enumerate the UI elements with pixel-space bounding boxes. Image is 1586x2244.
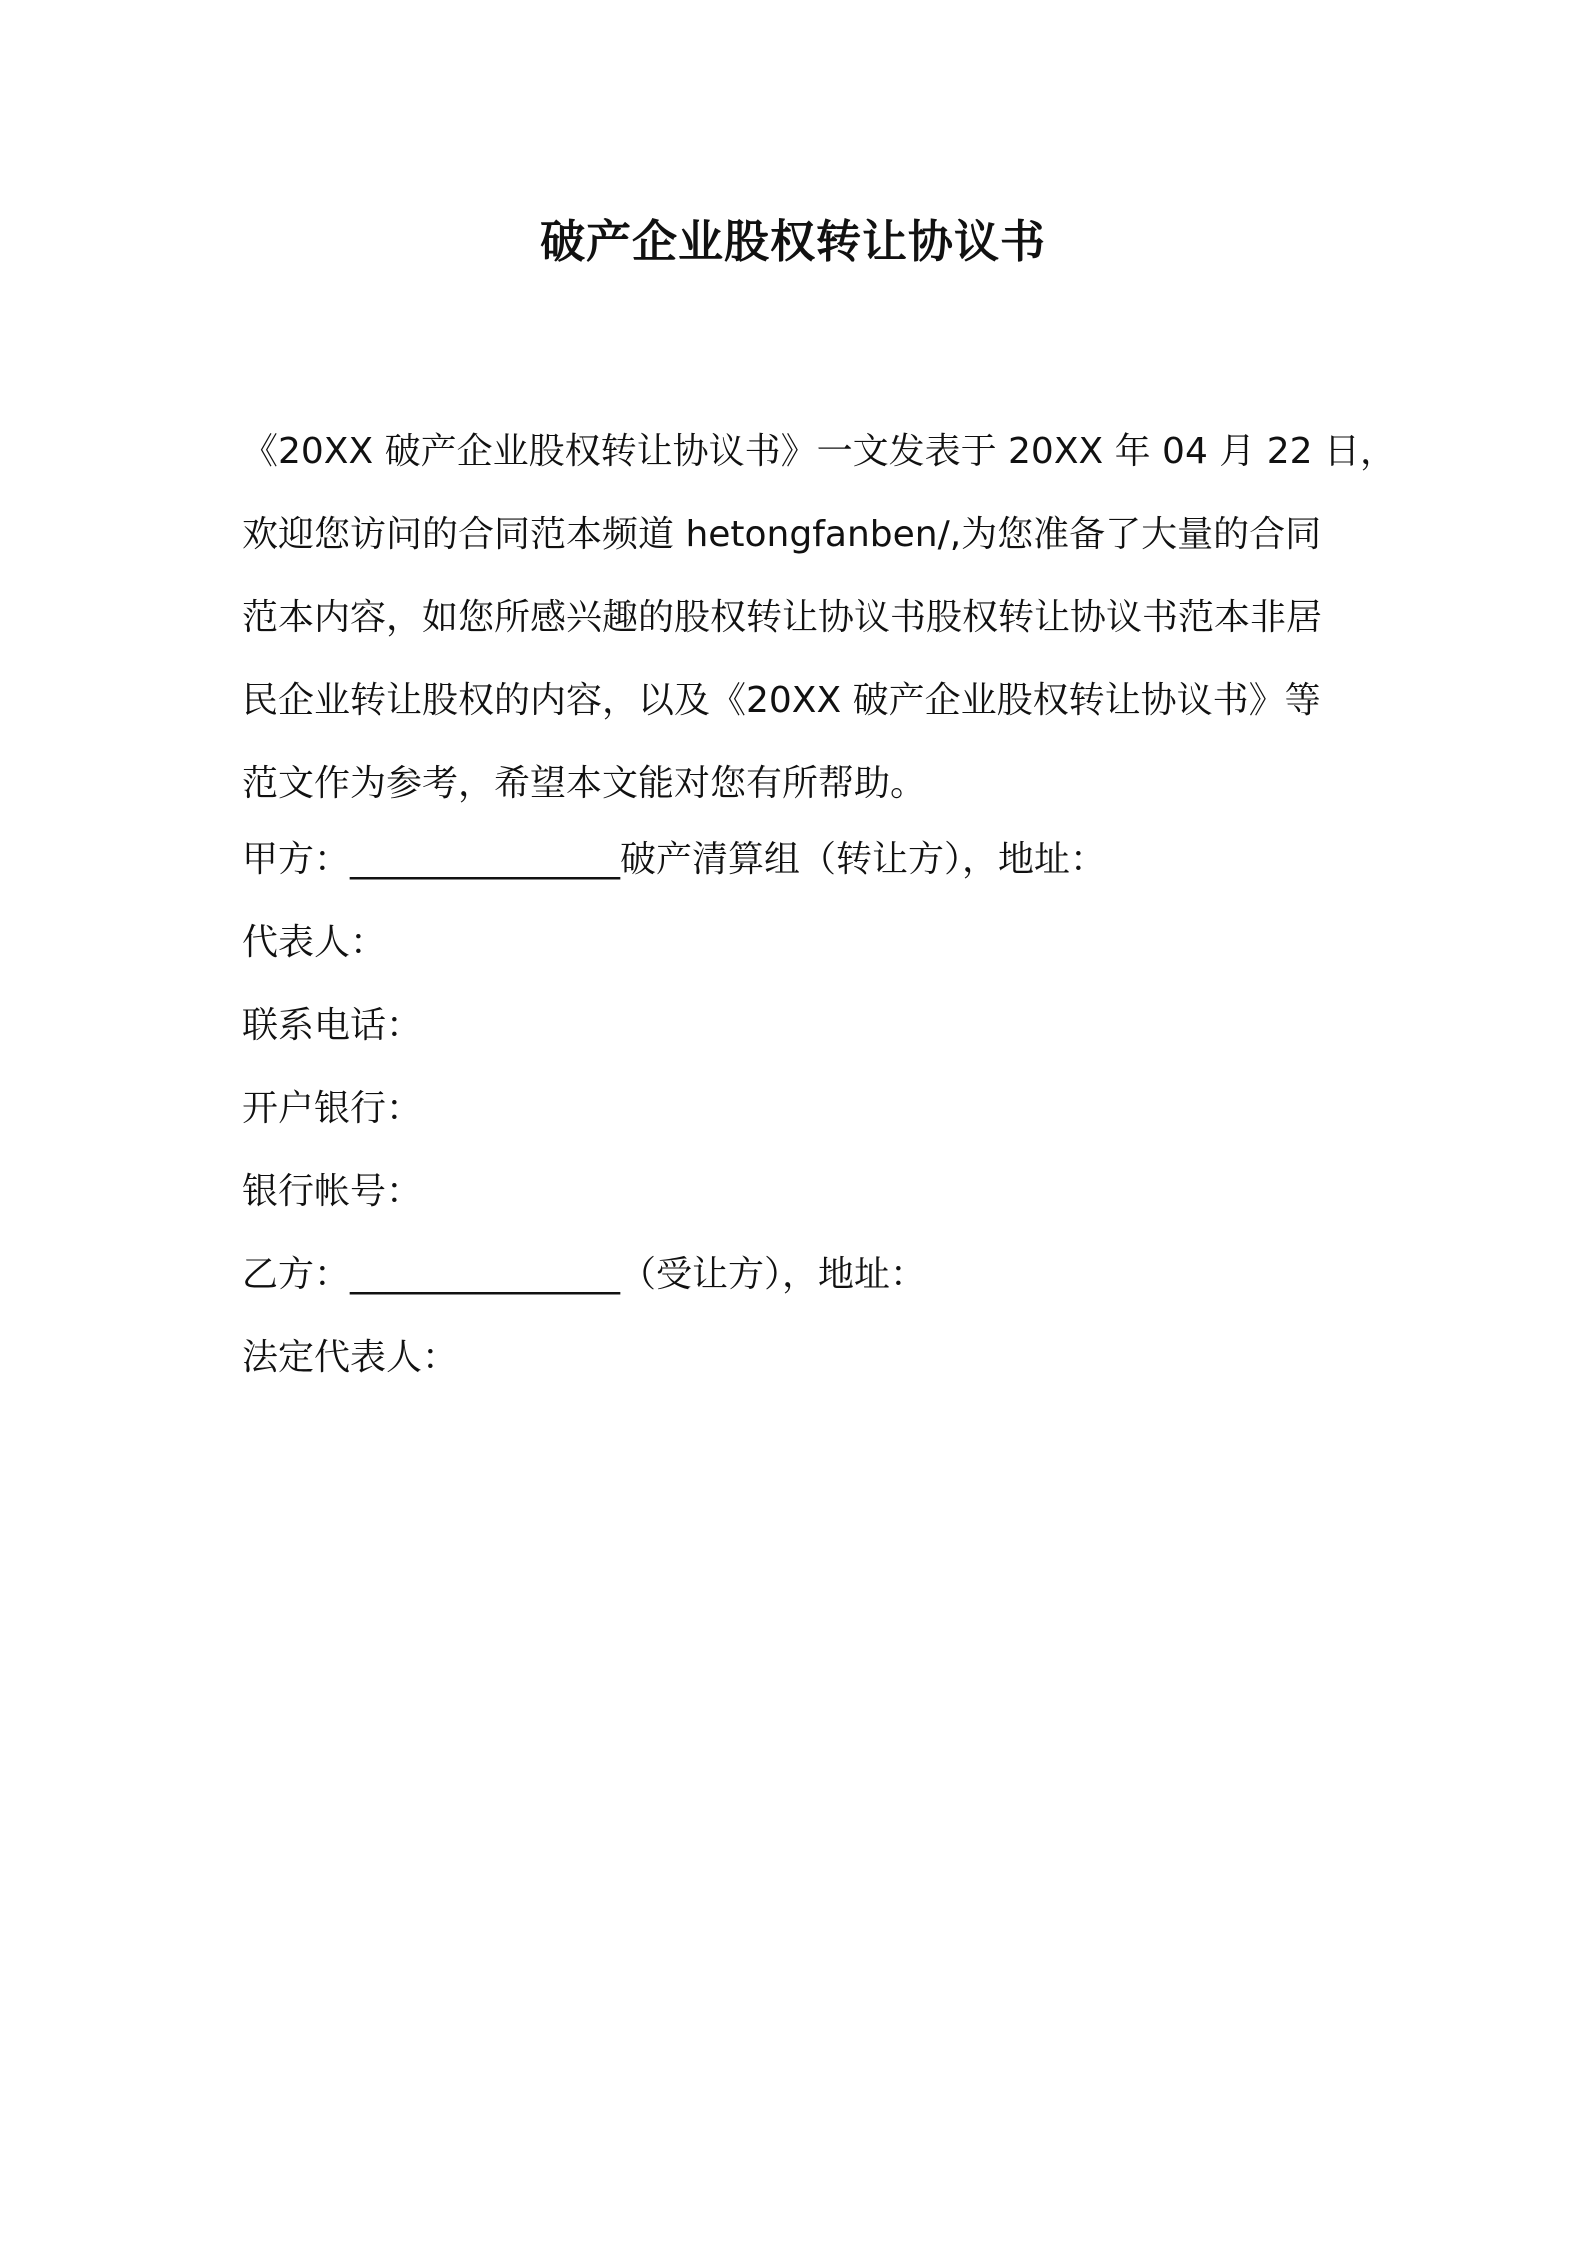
party-b-field: 乙方：_______________（受让方），地址： — [242, 1254, 927, 1295]
intro-line: 欢迎您访问的合同范本频道 hetongfanben/,为您准备了大量的合同 — [242, 514, 1322, 555]
intro-line: 范本内容，如您所感兴趣的股权转让协议书股权转让协议书范本非居 — [242, 597, 1323, 638]
intro-line: 《20XX 破产企业股权转让协议书》一文发表于 20XX 年 04 月 22 日， — [242, 431, 1396, 472]
intro-line: 民企业转让股权的内容，以及《20XX 破产企业股权转让协议书》等 — [242, 680, 1321, 721]
bank-field: 开户银行： — [242, 1088, 423, 1129]
party-a-field: 甲方：_______________破产清算组（转让方），地址： — [242, 839, 1107, 880]
representative-field: 代表人： — [242, 922, 387, 963]
document-title: 破产企业股权转让协议书 — [539, 215, 1046, 268]
bank-account-field: 银行帐号： — [242, 1171, 423, 1212]
intro-line: 范文作为参考，希望本文能对您有所帮助。 — [242, 763, 927, 804]
phone-field: 联系电话： — [242, 1005, 423, 1046]
legal-representative-field: 法定代表人： — [242, 1337, 459, 1378]
party-fields — [242, 818, 1357, 1399]
intro-paragraph — [242, 410, 1396, 825]
